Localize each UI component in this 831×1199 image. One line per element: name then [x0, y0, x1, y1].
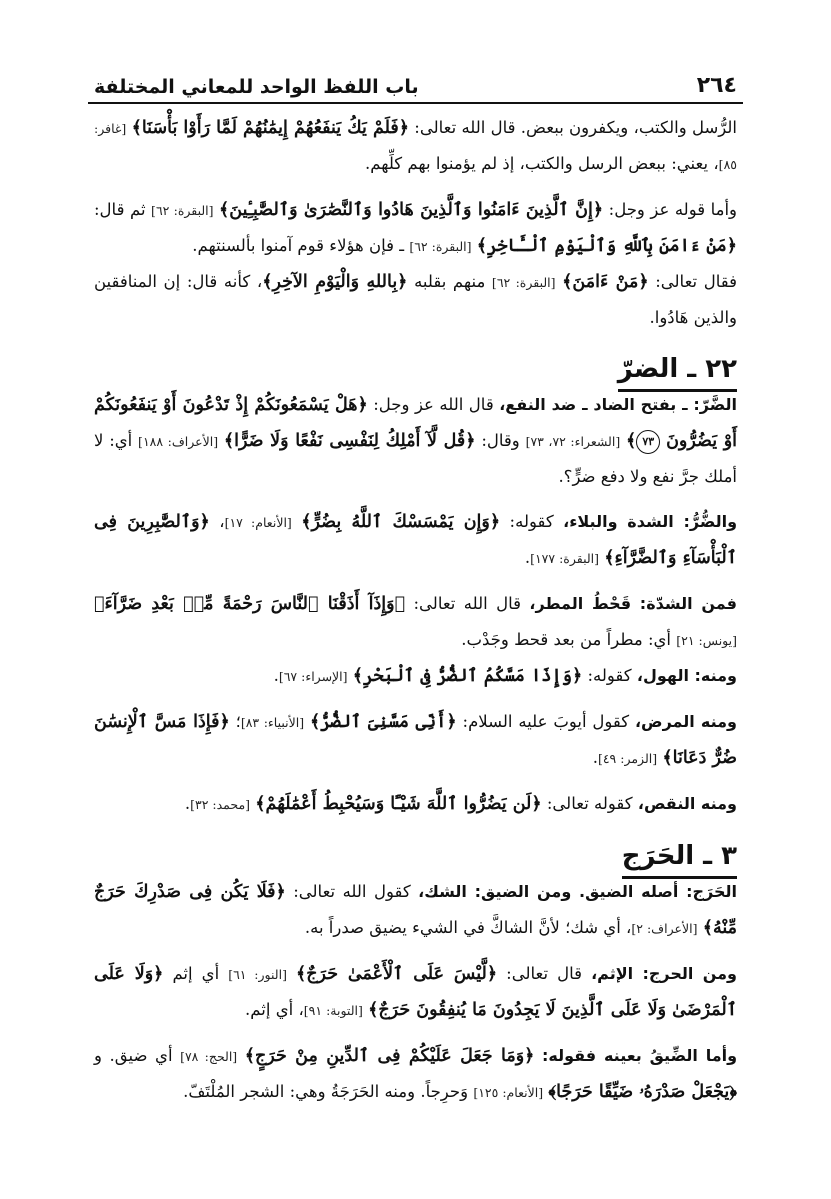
definition-lead: فمن الشدّة: قَحْطُ المطر، [529, 594, 737, 613]
definition-lead: وأما الضِّيقُ بعينه فقوله: [541, 1046, 738, 1065]
verse-reference: [الأعراف: ١٨٨] [138, 434, 219, 449]
body-text: فقال تعالى: [648, 272, 737, 291]
paragraph [94, 786, 737, 822]
quran-quote-end: ﴾ [626, 431, 637, 451]
quran-quote: ﴿لَّيْسَ عَلَى ٱلْأَعْمَىٰ حَرَجٌ﴾ [296, 964, 498, 984]
paragraph [94, 387, 737, 494]
ayah-number-icon: ٧٣ [636, 430, 660, 454]
quran-quote: ﴿أَنِّى مَسَّنِىَ ٱلضُّرُّ﴾ [309, 712, 457, 732]
paragraph [94, 658, 737, 694]
quran-quote: ﴿وَلَا عَلَى ٱلْمَرْضَىٰ وَلَا عَلَى ٱلَّذِينَ لَا يَجِدُونَ مَا يُنفِقُونَ حَرَجٌ﴾ [94, 964, 737, 1020]
body-text: . [184, 794, 191, 813]
body-text: ، [209, 512, 225, 531]
definition-lead: الضَّرّ: ـ بفتح الضاد ـ ضد النفع، [499, 395, 737, 414]
definition-lead: ومن الحرج: الإثم، [591, 964, 737, 983]
quran-quote: ﴿وَإِذَآ أَذَقْنَا ٱلنَّاسَ رَحْمَةً مِّنۢ بَعْدِ ضَرَّآءَ﴾ [94, 594, 406, 614]
body-text: قال الله عز وجل: [367, 395, 500, 414]
quran-quote: ﴿قُل لَّآ أَمْلِكُ لِنَفْسِى نَفْعًا وَلَا ضَرًّا﴾ [223, 431, 476, 451]
body-text: ، أي إثم. [245, 1000, 304, 1019]
verse-reference: [البقرة: ٦٢] [491, 275, 556, 290]
body-text: ؛ [229, 712, 241, 731]
paragraph [94, 110, 737, 182]
body-text: كقوله: [582, 666, 637, 685]
verse-reference: [البقرة: ٦٢] [409, 239, 472, 254]
section-heading-row [94, 335, 737, 387]
page-body [88, 110, 743, 1110]
body-text: منهم بقلبه [407, 272, 492, 291]
body-text: كقوله: [500, 512, 564, 531]
verse-reference: [البقرة: ٦٢] [151, 203, 214, 218]
verse-reference: [الأنعام: ١٧] [224, 515, 292, 530]
body-text: كقول أيوبَ عليه السلام: [456, 712, 635, 731]
section-heading-haraj: ٣ ـ الحَرَج [622, 838, 737, 879]
paragraph [94, 586, 737, 658]
verse-reference: [محمد: ٣٢] [190, 797, 251, 812]
verse-reference: [يونس: ٢١] [676, 633, 737, 648]
page-number: ٢٦٤ [696, 73, 737, 98]
paragraph [94, 504, 737, 576]
body-text: قال الله تعالى: [405, 594, 530, 613]
definition-lead: والضُّرُّ: الشدة والبلاء، [563, 512, 738, 531]
body-text [534, 1046, 542, 1065]
body-text: وقال: [475, 431, 526, 450]
quran-quote: ﴿هَلْ يَسْمَعُونَكُمْ إِذْ تَدْعُونَ أَوْ يَنفَعُونَكُمْ أَوْ يَضُرُّونَ [94, 395, 738, 451]
body-text: ـ فإن هؤلاء قوم آمنوا بألسنتهم. [192, 236, 410, 255]
paragraph [94, 1038, 737, 1110]
paragraph [94, 874, 737, 946]
verse-reference: [الشعراء: ٧٢، ٧٣] [525, 434, 621, 449]
quran-quote: ﴿مَنْ ءَامَنَ﴾ [562, 272, 649, 292]
verse-reference: [الزمر: ٤٩] [597, 751, 658, 766]
body-text: ، كأنه قال: إن المنافقين والذين هَادُوا. [94, 272, 737, 327]
paragraph [94, 956, 737, 1028]
quran-quote: ﴿مَنْ ءَامَنَ بِٱللَّهِ وَٱلْيَوْمِ ٱلْـَٔاخِرِ﴾ [476, 236, 737, 256]
quran-quote: ﴿إِنَّ ٱلَّذِينَ ءَامَنُوا وَٱلَّذِينَ هَادُوا وَٱلنَّصَٰرَىٰ وَٱلصَّٰبِـِٔينَ﴾ [219, 200, 604, 220]
verse-reference: [التوبة: ٩١] [303, 1003, 363, 1018]
body-text: . [273, 666, 279, 685]
quran-quote: ﴿لَن يَضُرُّوا ٱللَّهَ شَيْـًٔا وَسَيُحْبِطُ أَعْمَٰلَهُمْ﴾ [255, 794, 542, 814]
quran-quote: ﴿يَجْعَلْ صَدْرَهُۥ ضَيِّقًا حَرَجًا﴾ [548, 1082, 737, 1102]
running-header [88, 58, 743, 104]
quran-quote: ﴿وَٱلصَّٰبِرِينَ فِى ٱلْبَأْسَآءِ وَٱلضَّرَّآءِ﴾ [94, 512, 737, 568]
body-text: الرُّسل والكتب، ويكفرون ببعض. قال الله تعالى: [409, 118, 737, 137]
definition-lead: ومنه النقص، [637, 794, 737, 813]
verse-reference: [البقرة: ١٧٧] [530, 551, 600, 566]
body-text: قال تعالى: [497, 964, 592, 983]
verse-reference: [الحج: ٧٨] [180, 1049, 238, 1064]
verse-reference: [النور: ٦١] [228, 967, 287, 982]
body-text: ، أي شك؛ لأنَّ الشاكَّ في الشيء يضيق صدراً به. [304, 918, 632, 937]
body-text: أي: لا أملك جرَّ نفع ولا دفع ضرٍّ؟. [94, 431, 737, 486]
quran-quote: ﴿فَإِذَا مَسَّ ٱلْإِنسَٰنَ ضُرٌّ دَعَانَا﴾ [94, 712, 737, 768]
body-text: ، يعني: ببعض الرسل والكتب، إذ لم يؤمنوا بهم كلِّهم. [365, 154, 719, 173]
paragraph [94, 264, 737, 335]
body-text: أي: مطراً من بعد قحط وجَدْب. [461, 630, 677, 649]
section-heading-darr: ٢٢ ـ الضرّ [618, 351, 737, 392]
quran-quote: ﴿فَلَا يَكُن فِى صَدْرِكَ حَرَجٌ مِّنْهُ﴾ [94, 882, 737, 938]
verse-reference: [الأعراف: ٢] [631, 921, 698, 936]
body-text: . [524, 548, 531, 567]
definition-lead: ومنه: الهول، [636, 666, 737, 685]
verse-reference: [الأنبياء: ٨٣] [240, 715, 305, 730]
body-text: وأما قوله عز وجل: [603, 200, 738, 219]
body-text: كقوله تعالى: [541, 794, 638, 813]
quran-quote: ﴿وَمَا جَعَلَ عَلَيْكُمْ فِى ٱلدِّينِ مِنْ حَرَجٍ﴾ [244, 1046, 535, 1066]
body-text: . [592, 748, 598, 767]
paragraph [94, 704, 737, 776]
verse-reference: [الأنعام: ١٢٥] [473, 1085, 544, 1100]
body-text: كقول الله تعالى: [285, 882, 419, 901]
quran-quote: ﴿بِاللهِ وَالْيَوْمِ الآخِرِ﴾ [262, 272, 408, 292]
definition-lead: الحَرَج: أصله الضيق. ومن الضيق: الشك، [418, 882, 737, 901]
body-text: أي إثم [163, 964, 229, 983]
paragraph [94, 192, 737, 264]
verse-reference: [غافر: ٨٥] [94, 121, 737, 172]
verse-reference: [الإسراء: ٦٧] [278, 669, 348, 684]
quran-quote: ﴿وَإِذَا مَسَّكُمُ ٱلضُّرُّ فِى ٱلْبَحْرِ﴾ [352, 666, 583, 686]
chapter-title: باب اللفظ الواحد للمعاني المختلفة [94, 76, 419, 98]
definition-lead: ومنه المرض، [634, 712, 738, 731]
body-text: وَحرِجاً. ومنه الحَرَجَةُ وهي: الشجر المُلْتَفّ. [183, 1082, 474, 1101]
quran-quote: ﴿وَإِن يَمْسَسْكَ ٱللَّهُ بِضُرٍّ﴾ [301, 512, 501, 532]
section-heading-row [94, 822, 737, 874]
body-text: ثم قال: [94, 200, 152, 219]
body-text: أي ضيق. و [94, 1046, 181, 1065]
quran-quote: ﴿فَلَمْ يَكُ يَنفَعُهُمْ إِيمَٰنُهُمْ لَمَّا رَأَوْا بَأْسَنَا﴾ [131, 118, 410, 138]
